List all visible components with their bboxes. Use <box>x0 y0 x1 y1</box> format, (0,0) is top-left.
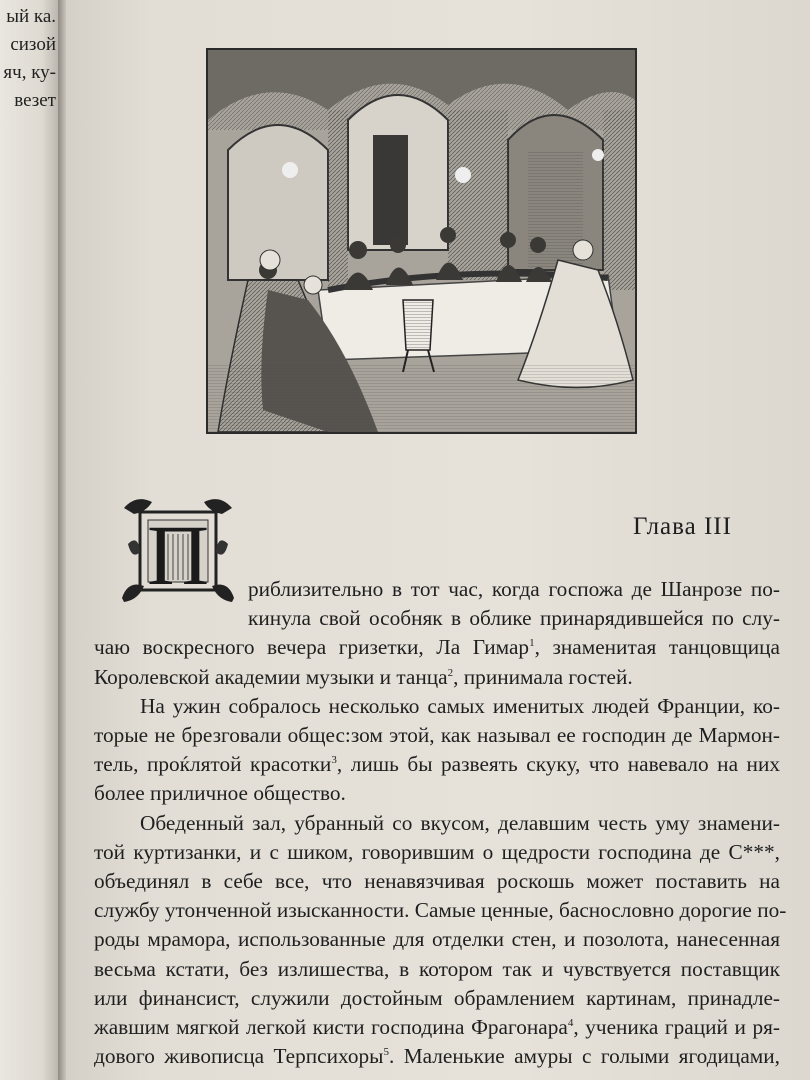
text-line: риблизительно в тот час, когда госпожа де Шанрозе по- <box>248 577 780 601</box>
facing-page-text: сизой <box>10 34 56 55</box>
text-line: Обеденный зал, убранный со вкусом, делавшим честь уму знамени- <box>140 810 780 835</box>
text-line: жавшим мягкой легкой кисти господина Фрагонара$^4$, ученика граций и ря- <box>94 1015 780 1040</box>
text-line: объединял в себе все, что ненавязчивая роскошь может поставить на <box>94 869 780 894</box>
engraving-illustration <box>206 48 637 434</box>
text-line: или финансист, служили достойным обрамлением картинам, принадле- <box>94 985 780 1010</box>
footnote-ref[interactable]: 2 <box>447 666 454 679</box>
dinner-party-engraving <box>208 50 635 432</box>
text-line: весьма кстати, без излишества, в котором так и чувствуется поставщик <box>94 956 780 981</box>
footnote-ref[interactable]: 4 <box>567 1017 574 1030</box>
footnote-ref[interactable]: 3 <box>331 754 337 767</box>
facing-page-edge <box>0 0 60 1080</box>
text-line: торые не брезговали общес:зом этой, как называл ее господин де Мармон- <box>94 723 780 748</box>
footnote-ref[interactable]: 1 <box>529 637 535 650</box>
text-line: службу утонченной изысканности. Самые ценные, баснословно дорогие по- <box>94 898 787 923</box>
book-page <box>66 0 810 1080</box>
text-line: чаю воскресного вечера гризетки, Ла Гимар$^1$, знаменитая танцовщица <box>94 635 780 660</box>
facing-page-text: ый ка. <box>6 6 56 27</box>
text-line: кинула свой особняк в облике принарядившейся по слу- <box>248 606 780 631</box>
chapter-body-text <box>94 575 787 1071</box>
text-line: тель, проќлятой красотки$^3$, лишь бы развеять скуку, что навевало на них <box>94 752 781 777</box>
chapter-title: Глава III <box>633 513 732 540</box>
text-line: роды мрамора, использованные для отделки стен, и позолота, нанесенная <box>94 927 780 952</box>
facing-page-text: везет <box>14 90 56 111</box>
text-line: дового живописца Терпсихоры$^5$. Маленькие амуры с голыми ягодицами, <box>94 1044 780 1069</box>
text-line: той куртизанки, и с шиком, говорившим о щедрости господина де С***, <box>94 839 780 864</box>
drop-cap-letter: П <box>146 507 210 603</box>
text-line: Королевской академии музыки и танца$^2$, принимала гостей. <box>94 664 633 689</box>
text-line: более приличное общество. <box>94 781 346 806</box>
facing-page-text: яч, ку- <box>3 62 56 83</box>
text-line: На ужин собралось несколько самых именитых людей Франции, ко- <box>140 693 780 718</box>
footnote-ref[interactable]: 5 <box>383 1046 389 1059</box>
